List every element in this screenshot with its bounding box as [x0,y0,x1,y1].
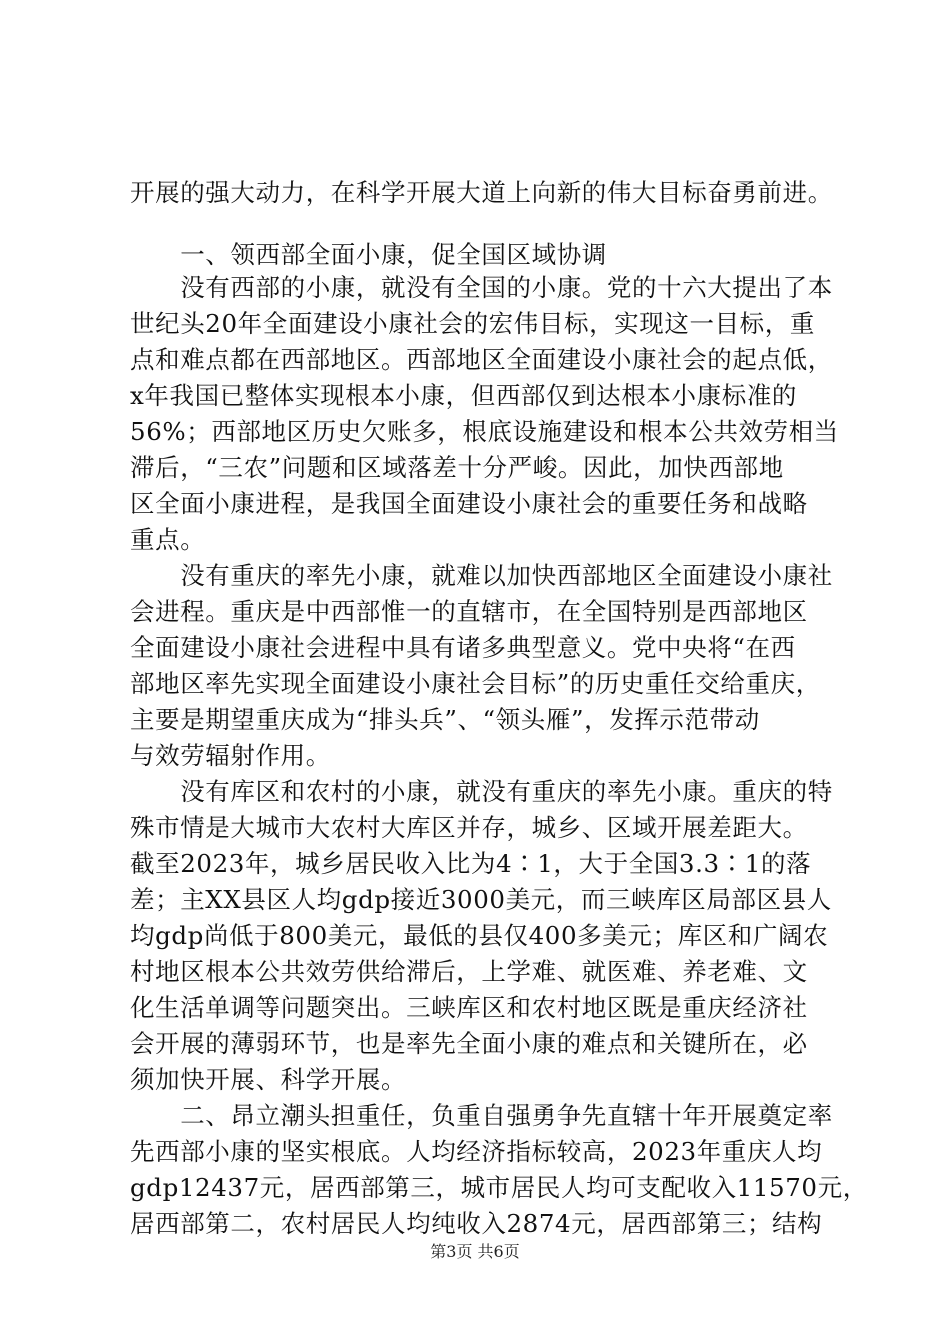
section-heading: 一、领西部全面小康，促全国区域协调 [130,240,607,269]
text-line: 化生活单调等问题突出。三峡库区和农村地区既是重庆经济社 [130,993,808,1022]
text-line: 村地区根本公共效劳供给滞后，上学难、就医难、养老难、文 [130,957,808,986]
text-line: 差；主XX县区人均gdp接近3000美元，而三峡库区局部区县人 [130,885,832,914]
text-line: 须加快开展、科学开展。 [130,1065,407,1094]
text-line: 世纪头20年全面建设小康社会的宏伟目标，实现这一目标，重 [130,309,815,338]
text-line: x年我国已整体实现根本小康，但西部仅到达根本小康标准的 [130,381,798,410]
text-line: 主要是期望重庆成为“排头兵”、“领头雁”，发挥示范带动 [130,705,760,734]
text-line: 与效劳辐射作用。 [130,741,331,770]
text-line: 会开展的薄弱环节，也是率先全面小康的难点和关键所在，必 [130,1029,808,1058]
text-line: 点和难点都在西部地区。西部地区全面建设小康社会的起点低， [130,345,833,374]
text-line: 居西部第二，农村居民人均纯收入2874元，居西部第三；结构 [130,1209,823,1238]
text-line: 殊市情是大城市大农村大库区并存，城乡、区域开展差距大。 [130,813,808,842]
text-line: 没有西部的小康，就没有全国的小康。党的十六大提出了本 [130,273,833,302]
text-line: 没有库区和农村的小康，就没有重庆的率先小康。重庆的特 [130,777,833,806]
section-heading: 二、昂立潮头担重任，负重自强勇争先直辖十年开展奠定率 [130,1101,833,1130]
text-line: 重点。 [130,525,206,554]
text-line: 滞后，“三农”问题和区域落差十分严峻。因此，加快西部地 [130,453,784,482]
text-line: 均gdp尚低于800美元，最低的县仅400多美元；库区和广阔农 [130,921,829,950]
text-line: 部地区率先实现全面建设小康社会目标”的历史重任交给重庆， [130,669,821,698]
text-line: 56%；西部地区历史欠账多，根底设施建设和根本公共效劳相当 [130,417,839,446]
text-line: 会进程。重庆是中西部惟一的直辖市，在全国特别是西部地区 [130,597,808,626]
text-line: 没有重庆的率先小康，就难以加快西部地区全面建设小康社 [130,561,833,590]
text-line: 先西部小康的坚实根底。人均经济指标较高，2023年重庆人均 [130,1137,823,1166]
text-line: 全面建设小康社会进程中具有诸多典型意义。党中央将“在西 [130,633,796,662]
text-line: 截至2023年，城乡居民收入比为4∶1，大于全国3.3∶1的落 [130,849,812,878]
text-line: 区全面小康进程，是我国全面建设小康社会的重要任务和战略 [130,489,808,518]
text-line: 开展的强大动力，在科学开展大道上向新的伟大目标奋勇前进。 [130,178,833,207]
page-footer: 第3页 共6页 [430,1242,520,1261]
text-line: gdp12437元，居西部第三，城市居民人均可支配收入11570元， [130,1173,868,1202]
